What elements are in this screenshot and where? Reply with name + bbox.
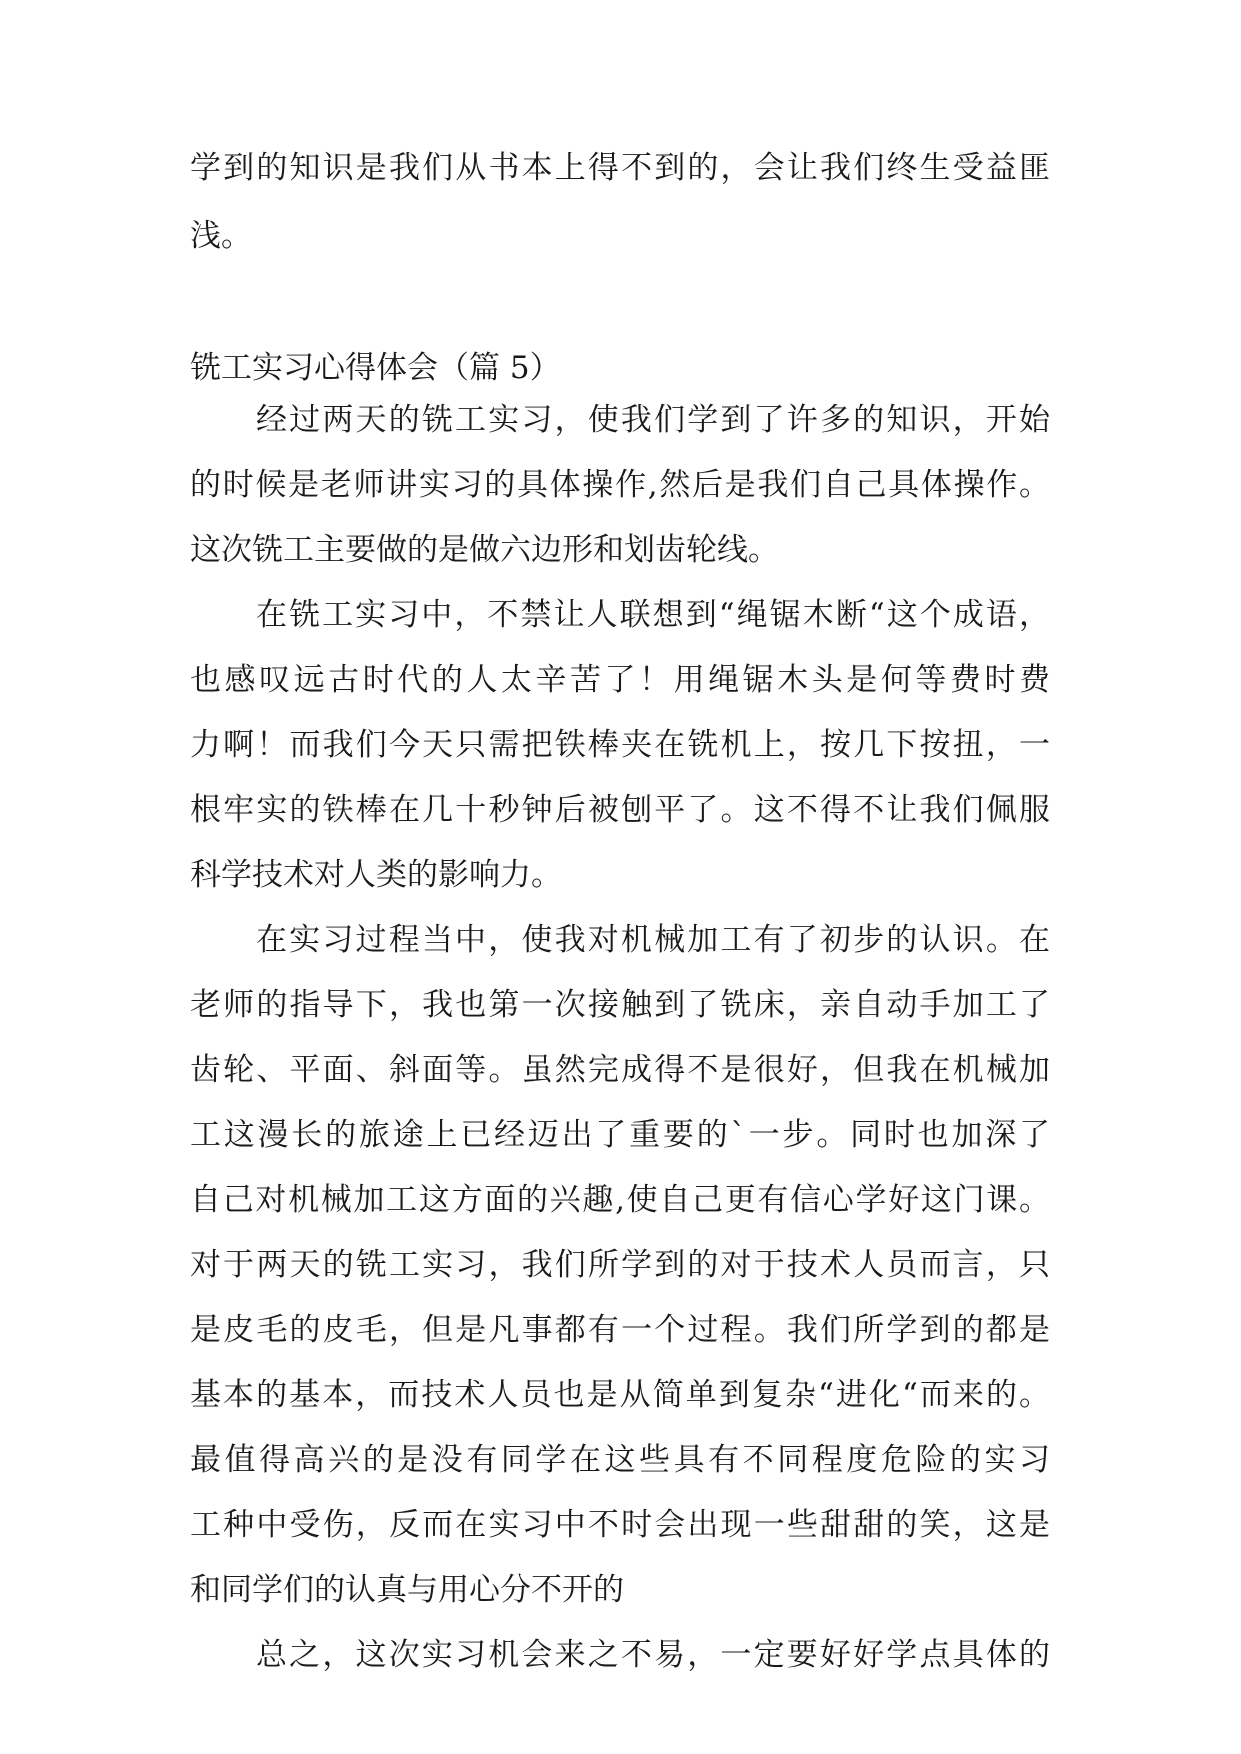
text-line: 根牢实的铁棒在几十秒钟后被刨平了。这不得不让我们佩服 — [190, 792, 1050, 828]
text-line: 最值得高兴的是没有同学在这些具有不同程度危险的实习 — [190, 1442, 1050, 1478]
text-line: 科学技术对人类的影响力。 — [190, 857, 562, 893]
text-line: 对于两天的铣工实习，我们所学到的对于技术人员而言，只 — [190, 1247, 1050, 1283]
text-line: 工种中受伤，反而在实习中不时会出现一些甜甜的笑，这是 — [190, 1507, 1050, 1543]
text-line: 自己对机械加工这方面的兴趣,使自己更有信心学好这门课。 — [190, 1182, 1050, 1218]
text-line: 齿轮、平面、斜面等。虽然完成得不是很好，但我在机械加 — [190, 1052, 1050, 1088]
text-line: 在实习过程当中，使我对机械加工有了初步的认识。在 — [256, 922, 1050, 958]
text-line: 也感叹远古时代的人太辛苦了！用绳锯木头是何等费时费 — [190, 662, 1050, 698]
text-line: 在铣工实习中，不禁让人联想到“绳锯木断“这个成语， — [256, 597, 1050, 633]
text-line: 力啊！而我们今天只需把铁棒夹在铣机上，按几下按扭，一 — [190, 727, 1050, 763]
text-line: 经过两天的铣工实习，使我们学到了许多的知识，开始 — [256, 402, 1050, 438]
text-line: 的时候是老师讲实习的具体操作,然后是我们自己具体操作。 — [190, 467, 1050, 503]
text-line: 老师的指导下，我也第一次接触到了铣床，亲自动手加工了 — [190, 987, 1050, 1023]
text-line: 基本的基本，而技术人员也是从简单到复杂“进化“而来的。 — [190, 1377, 1050, 1413]
text-line: 工这漫长的旅途上已经迈出了重要的`一步。同时也加深了 — [190, 1117, 1050, 1153]
text-line: 学到的知识是我们从书本上得不到的，会让我们终生受益匪 — [190, 150, 1050, 186]
text-line: 这次铣工主要做的是做六边形和划齿轮线。 — [190, 532, 779, 568]
text-line: 浅。 — [190, 218, 252, 254]
text-line: 是皮毛的皮毛，但是凡事都有一个过程。我们所学到的都是 — [190, 1312, 1050, 1348]
text-line: 和同学们的认真与用心分不开的 — [190, 1572, 624, 1608]
text-line: 总之，这次实习机会来之不易，一定要好好学点具体的 — [256, 1637, 1050, 1673]
section-title: 铣工实习心得体会（篇 5） — [190, 350, 561, 386]
